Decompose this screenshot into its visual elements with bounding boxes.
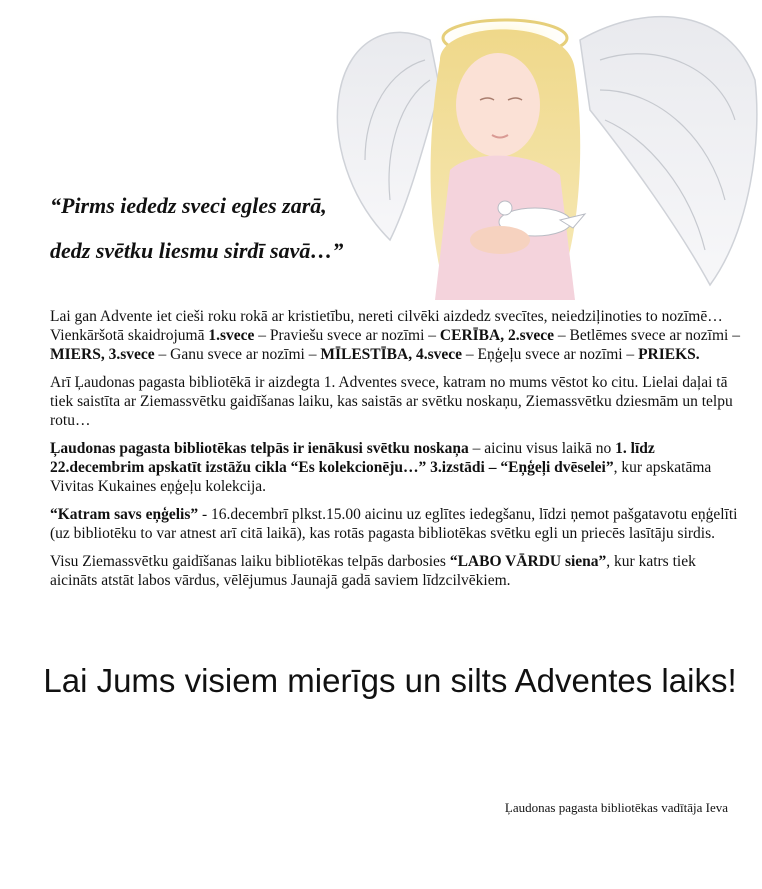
text: – Betlēmes svece ar nozīmi – — [554, 327, 740, 344]
greeting-heading: Lai Jums visiem mierīgs un silts Adventes laiks! — [43, 662, 737, 699]
article-body — [50, 307, 740, 599]
bold-text: 1.svece — [208, 327, 255, 344]
bold-text: Ļaudonas pagasta bibliotēkas telpās ir ienākusi svētku noskaņa — [50, 440, 469, 457]
text: Lai gan Advente iet cieši roku rokā ar kristietību, nereti cilvēki aizdedz svecītes, neiedziļinoties to nozīmē… Vienkāršotā skaidrojumā — [50, 308, 723, 344]
left-wing — [337, 32, 440, 240]
quote — [50, 183, 343, 273]
bold-text: MĪLESTĪBA, 4.svece — [320, 346, 463, 363]
text: , kur apskatāma Vivitas Kukaines eņģeļu kolekcija. — [50, 459, 712, 495]
paragraph-exhibition — [50, 439, 740, 496]
paragraph-wall — [50, 552, 740, 590]
text: – Eņģeļu svece ar nozīmi – — [462, 346, 639, 363]
bold-text: “Katram savs eņģelis” — [50, 506, 199, 523]
text: – Praviešu svece ar nozīmi – — [254, 327, 440, 344]
bold-text: PRIEKS. — [638, 346, 700, 363]
right-wing — [580, 17, 757, 285]
text: Visu Ziemassvētku gaidīšanas laiku bibliotēkas telpās darbosies — [50, 553, 450, 570]
paragraph-library-candle: Arī Ļaudonas pagasta bibliotēkā ir aizdegta 1. Adventes svece, katram no mums vēstot ko citu. Lielai daļai tā tiek saistīta ar Ziemassvētku gaidīšanas laiku, kas saistās ar svētku noskaņu, Ziemassvētku dziesmām un telpu rotu… — [50, 374, 733, 429]
bold-text: 1. līdz 22.decembrim apskatīt izstāžu cikla “Es kolekcionēju…” 3.izstādi – “Eņģeļi dvēselei” — [50, 440, 655, 476]
paragraph-candles — [50, 307, 740, 364]
text: – aicinu visus laikā no — [468, 440, 616, 457]
angel-illustration — [330, 0, 762, 300]
bold-text: CERĪBA, 2.svece — [439, 327, 554, 344]
signature: Ļaudonas pagasta bibliotēkas vadītāja Ieva — [504, 800, 728, 815]
quote-line-1: “Pirms iededz sveci egles zarā, — [50, 193, 327, 218]
bold-text: MIERS, 3.svece — [50, 346, 155, 363]
text: – Ganu svece ar nozīmi – — [154, 346, 321, 363]
bold-text: “LABO VĀRDU siena” — [449, 553, 607, 570]
text: - 16.decembrī plkst.15.00 aicinu uz eglītes iedegšanu, līdzi ņemot pašgatavotu eņģelīti (uz bibliotēku to var atnest arī citā laikā), kas rotās pagasta bibliotēkas svētku egli un priecēs lasītāju sirdis. — [50, 506, 738, 542]
paragraph-event — [50, 505, 740, 543]
quote-line-2: dedz svētku liesmu sirdī savā…” — [50, 238, 344, 263]
text: , kur katrs tiek aicināts atstāt labos vārdus, vēlējumus Jaunajā gadā saviem līdzcilvēkiem. — [50, 553, 696, 589]
